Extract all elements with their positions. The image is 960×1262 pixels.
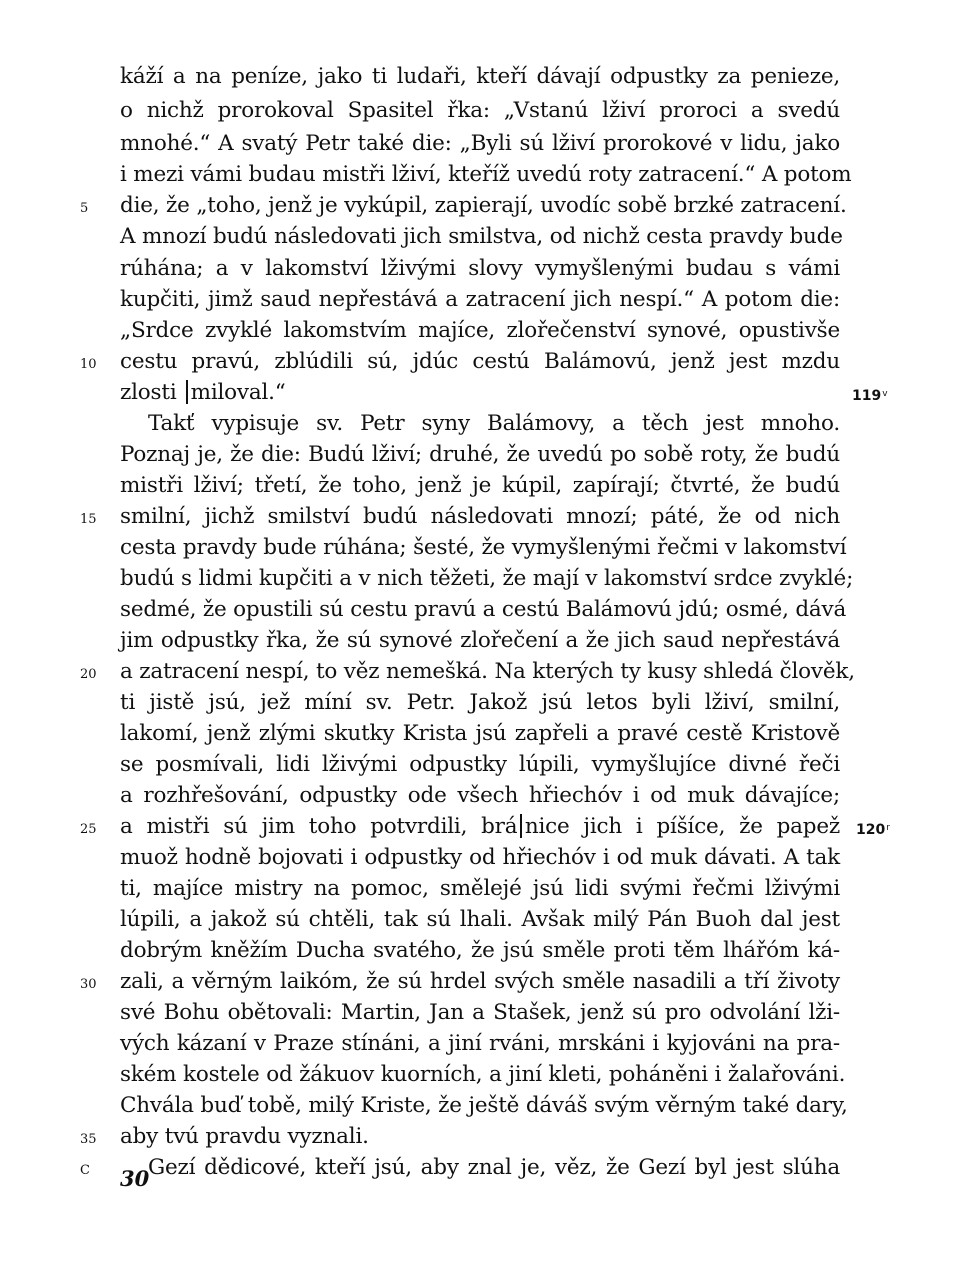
text-fragment: nice jich i píšíce, že papež (524, 814, 840, 839)
text-line: ti, majíce mistry na pomoc, smělejé jsú lidi svými řečmi lživými (120, 876, 840, 901)
text-fragment: a mistři sú jim toho potvrdili, brá (120, 814, 518, 839)
text-line: Poznaj je, že die: Budú lživí; druhé, že uvedú po sobě roty, že budú (120, 442, 840, 467)
folio-side: r (886, 823, 890, 833)
text-fragment: miloval.“ (190, 380, 286, 405)
text-line: „Srdce zvyklé lakomstvím majíce, zlořečenství synové, opustivše (120, 318, 840, 343)
folio-break-mark (186, 380, 188, 404)
text-line: a rozhřešování, odpustky ode všech hřiechóv i od muk dávajíce; (120, 783, 840, 808)
text-line: zali, a věrným laikóm, že sú hrdel svých směle nasadili a tří životy (120, 969, 840, 994)
text-line: die, že „toho, jenž je vykúpil, zapierají, uvodíc sobě brzké zatracení. (120, 193, 847, 218)
text-line: vých kázaní v Praze stínáni, a jiní rváni, mrskáni i kyjováni na pra- (120, 1031, 840, 1056)
folio-side: v (882, 389, 888, 399)
text-line-split (120, 376, 840, 409)
text-line: budú s lidmi kupčiti a v nich těžeti, že mají v lakomství srdce zvyklé; (120, 566, 854, 591)
text-line: muož hodně bojovati i odpustky od hřiechóv i od muk dávati. A tak (120, 845, 840, 870)
text-line: dobrým kněžím Ducha svatého, že jsú směle proti těm lhářóm ká- (120, 938, 840, 963)
folio-number: 120 (856, 822, 886, 838)
page-number: 30 (120, 1166, 150, 1191)
text-line: ti jistě jsú, jež míní sv. Petr. Jakož jsú letos byli lživí, smilní, (120, 690, 840, 715)
text-line: Takť vypisuje sv. Petr syny Balámovy, a těch jest mnoho. (148, 411, 840, 436)
text-line: Chvála buď tobě, milý Kriste, že ještě dáváš svým věrným také dary, (120, 1093, 848, 1118)
text-line: káží a na peníze, jako ti ludaři, kteří dávají odpustky za penieze, (120, 64, 840, 89)
text-fragment: zlosti (120, 380, 177, 405)
line-number: 5 (80, 201, 89, 216)
text-line: lúpili, a jakož sú chtěli, tak sú lhali. Avšak milý Pán Buoh dal jest (120, 907, 840, 932)
line-number: 35 (80, 1132, 97, 1147)
line-number: 20 (80, 667, 97, 682)
text-line: mistři lživí; třetí, že toho, jenž je kúpil, zapírají; čtvrté, že budú (120, 473, 840, 498)
text-line: a zatracení nespí, to věz nemešká. Na kterých ty kusy shledá člověk, (120, 659, 855, 684)
text-line: lakomí, jenž zlými skutky Krista jsú zapřeli a pravé cestě Kristově (120, 721, 840, 746)
folio-break-mark (520, 814, 522, 838)
text-line: aby tvú pravdu vyznali. (120, 1124, 369, 1149)
text-line: cestu pravú, zblúdili sú, jdúc cestú Balámovú, jenž jest mzdu (120, 349, 840, 374)
text-line: jim odpustky řka, že sú synové zlořečení a že jich saud nepřestává (120, 628, 840, 653)
text-line: i mezi vámi budau mistři lživí, kteříž uvedú roty zatracení.“ A potom (120, 162, 852, 187)
text-line: A mnozí budú následovati jich smilstva, od nichž cesta pravdy bude (120, 224, 843, 249)
text-line: o nichž prorokoval Spasitel řka: „Vstanú lživí proroci a svedú (120, 98, 840, 123)
text-line: ském kostele od žákuov kuorních, a jiní kleti, poháněni i žalařováni. (120, 1062, 846, 1087)
text-line-split (120, 810, 840, 843)
text-line: smilní, jichž smilství budú následovati mnozí; páté, že od nich (120, 504, 840, 529)
text-line: cesta pravdy bude rúhána; šesté, že vymyšlenými řečmi v lakomství (120, 535, 847, 560)
line-number: 25 (80, 822, 97, 837)
text-line: rúhána; a v lakomství lživými slovy vymyšlenými budau s vámi (120, 256, 840, 281)
text-line: své Bohu obětovali: Martin, Jan a Stašek, jenž sú pro odvolání lži- (120, 1000, 840, 1025)
section-marker: C (80, 1163, 90, 1178)
folio-reference (856, 812, 890, 845)
line-number: 10 (80, 357, 97, 372)
folio-reference (852, 378, 888, 411)
line-number: 30 (80, 977, 97, 992)
text-line: se posmívali, lidi lživými odpustky lúpili, vymyšlujíce divné řeči (120, 752, 840, 777)
text-line: kupčiti, jimž saud nepřestává a zatracení jich nespí.“ A potom die: (120, 287, 840, 312)
text-line: Gezí dědicové, kteří jsú, aby znal je, věz, že Gezí byl jest slúha (148, 1155, 840, 1180)
folio-number: 119 (852, 388, 882, 404)
text-line: sedmé, že opustili sú cestu pravú a cestú Balámovú jdú; osmé, dává (120, 597, 847, 622)
line-number: 15 (80, 512, 97, 527)
text-line: mnohé.“ A svatý Petr také die: „Byli sú lživí prorokové v lidu, jako (120, 131, 840, 156)
